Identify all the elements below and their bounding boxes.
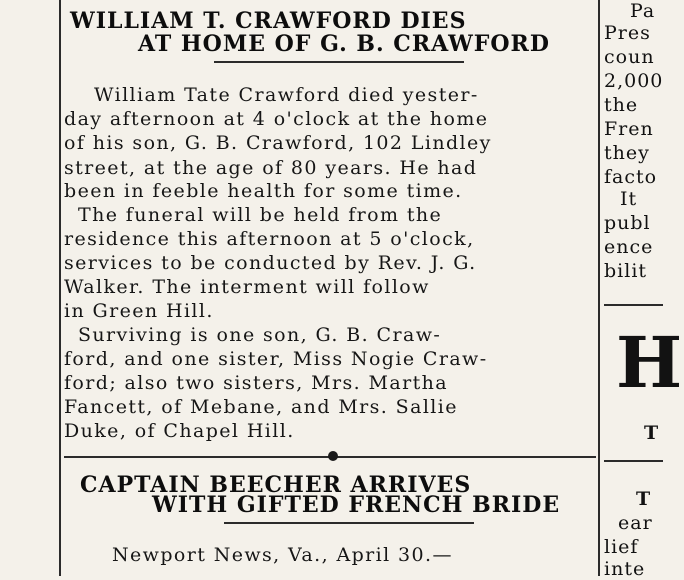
headline-underline-1 [214, 61, 464, 63]
right-fragment: inte [604, 558, 646, 580]
column-rule-left [59, 0, 61, 576]
article-1-headline-line-2: AT HOME OF G. B. CRAWFORD [138, 31, 550, 57]
right-big-letter: H [616, 321, 683, 404]
article-1-line: day afternoon at 4 o'clock at the home [64, 108, 489, 130]
article-2-line: Newport News, Va., April 30.— [112, 544, 453, 566]
article-1-line: ford; also two sisters, Mrs. Martha [64, 372, 448, 394]
article-1-line: Duke, of Chapel Hill. [64, 420, 295, 442]
right-fragment: Pa [630, 0, 656, 22]
right-fragment: they [604, 142, 650, 164]
right-fragment: lief [604, 536, 639, 558]
right-fragment: coun [604, 46, 655, 68]
article-1-line: Walker. The interment will follow [64, 276, 430, 298]
right-fragment: Fren [604, 118, 654, 140]
right-column-rule [604, 304, 663, 306]
right-fragment: ence [604, 236, 654, 258]
article-1-line: of his son, G. B. Crawford, 102 Lindley [64, 132, 492, 154]
main-column [64, 0, 596, 576]
article-1-line: The funeral will be held from the [78, 204, 443, 226]
article-1-line: Fancett, of Mebane, and Mrs. Sallie [64, 396, 458, 418]
separator-ornament [328, 451, 338, 461]
right-letter: T [644, 422, 659, 444]
right-letter: T [636, 488, 651, 510]
article-1-line: William Tate Crawford died yester- [94, 84, 479, 106]
right-fragment: facto [604, 166, 658, 188]
right-column-rule-2 [604, 460, 663, 462]
right-fragment: the [604, 94, 639, 116]
article-1-line: street, at the age of 80 years. He had [64, 157, 478, 179]
article-1-headline-line-1: WILLIAM T. CRAWFORD DIES [70, 8, 467, 34]
article-1-line: Surviving is one son, G. B. Craw- [78, 324, 442, 346]
right-fragment: bilit [604, 260, 648, 282]
article-1-line: been in feeble health for some time. [64, 180, 463, 202]
article-2-headline-line-2: WITH GIFTED FRENCH BRIDE [152, 492, 561, 518]
article-1-line: services to be conducted by Rev. J. G. [64, 252, 477, 274]
right-fragment: ear [618, 512, 653, 534]
article-2-headline-line-1: CAPTAIN BEECHER ARRIVES [80, 472, 472, 498]
article-1-line: residence this afternoon at 5 o'clock, [64, 228, 475, 250]
article-1-line: ford, and one sister, Miss Nogie Craw- [64, 348, 488, 370]
right-fragment: It [620, 188, 638, 210]
right-fragment: Pres [604, 22, 651, 44]
right-fragment: publ [604, 212, 651, 234]
article-1-line: in Green Hill. [64, 300, 214, 322]
right-fragment: 2,000 [604, 70, 664, 92]
headline-underline-2 [224, 522, 474, 524]
adjacent-column-fragment [604, 0, 683, 580]
